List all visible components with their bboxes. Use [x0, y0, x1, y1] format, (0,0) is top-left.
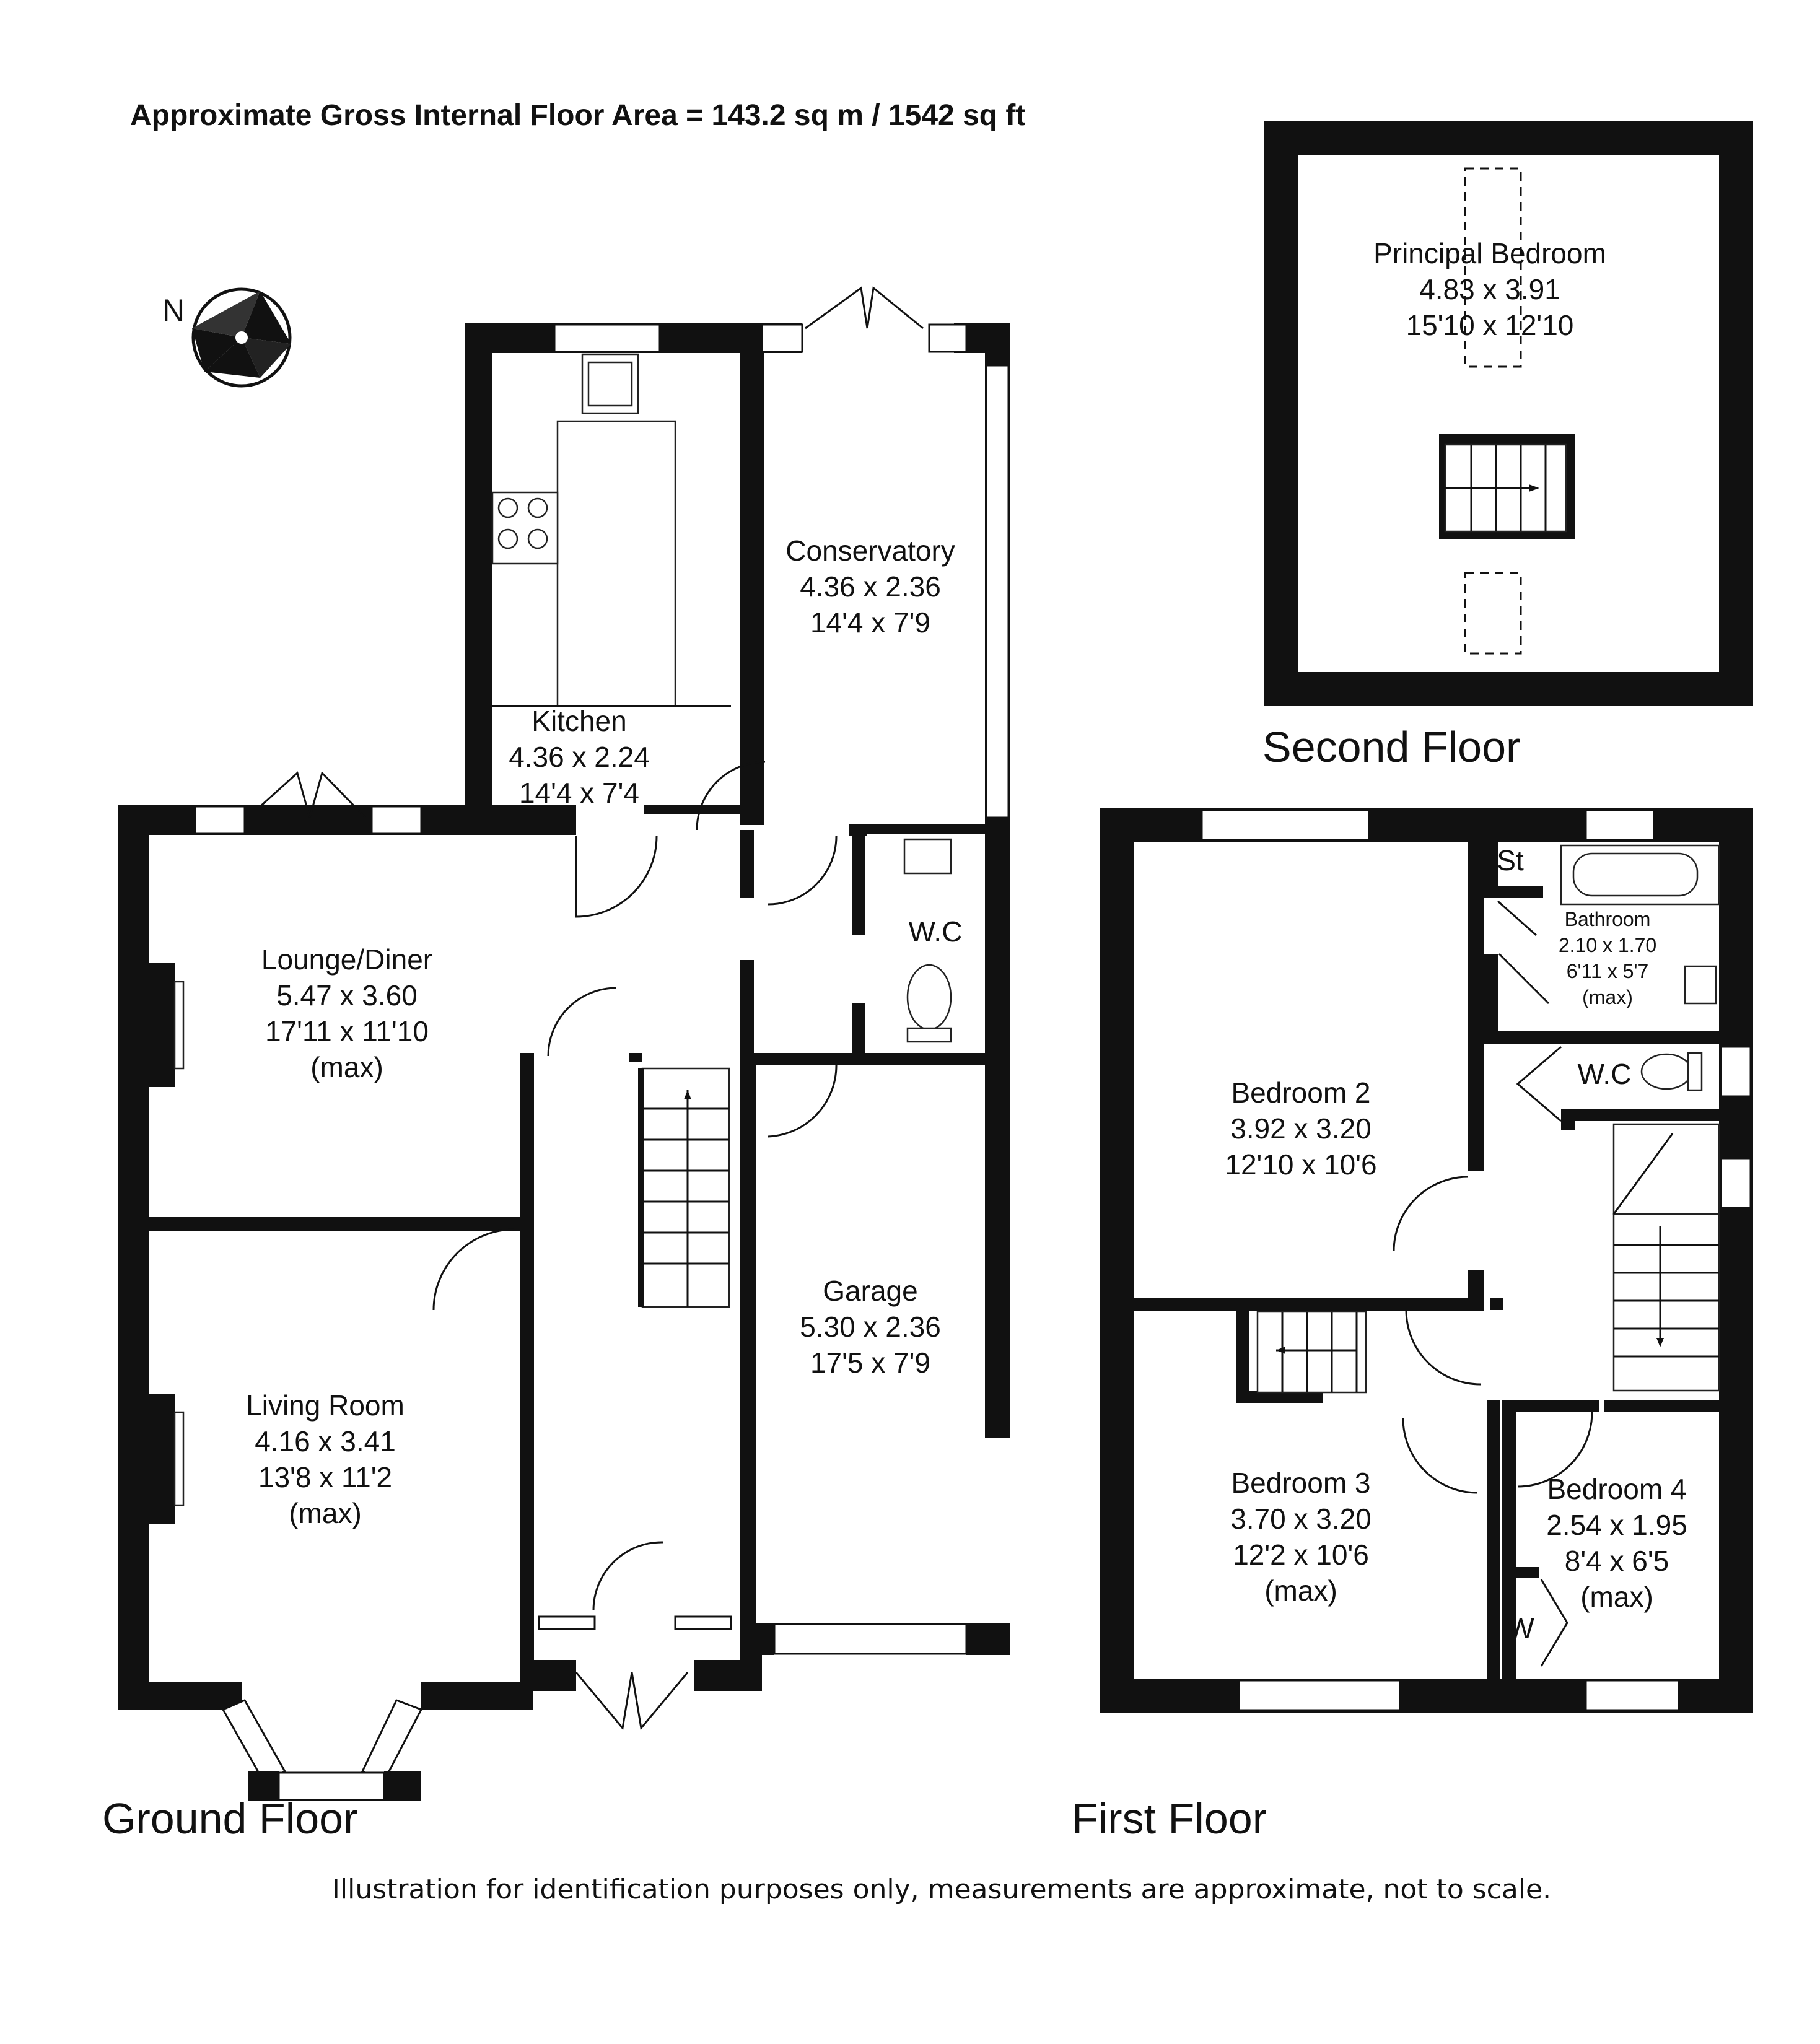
- bedroom4-name: Bedroom 4: [1547, 1473, 1687, 1505]
- conservatory-imperial: 14'4 x 7'9: [810, 606, 931, 639]
- bathroom-note: (max): [1582, 986, 1633, 1008]
- compass-north-label: N: [162, 293, 185, 328]
- second-floor-plan: [1264, 121, 1753, 706]
- wardrobe-name: W: [1507, 1612, 1534, 1644]
- garage-imperial: 17'5 x 7'9: [810, 1347, 931, 1379]
- lounge-note: (max): [310, 1051, 383, 1083]
- living-imperial: 13'8 x 11'2: [258, 1461, 393, 1493]
- wc-toilet: [908, 965, 951, 1029]
- bedroom4-note: (max): [1580, 1581, 1653, 1613]
- conservatory-name: Conservatory: [785, 535, 955, 567]
- bathroom-name: Bathroom: [1564, 908, 1651, 930]
- lounge-name: Lounge/Diner: [261, 943, 433, 976]
- bedroom3-imperial: 12'2 x 10'6: [1233, 1539, 1369, 1571]
- kitchen-imperial: 14'4 x 7'4: [518, 777, 640, 809]
- living-note: (max): [289, 1497, 362, 1529]
- living-name: Living Room: [246, 1389, 405, 1422]
- garage-metric: 5.30 x 2.36: [800, 1311, 941, 1343]
- first-wc-name: W.C: [1577, 1058, 1632, 1090]
- principal-imperial: 15'10 x 12'10: [1406, 309, 1574, 341]
- principal-metric: 4.83 x 3.91: [1419, 273, 1560, 305]
- bedroom4-imperial: 8'4 x 6'5: [1564, 1545, 1669, 1577]
- ground-stairs: [642, 1068, 729, 1307]
- lounge-imperial: 17'11 x 11'10: [265, 1015, 429, 1047]
- wc-basin: [904, 839, 951, 873]
- bedroom2-name: Bedroom 2: [1231, 1077, 1371, 1109]
- kitchen-fittings: [492, 354, 731, 706]
- bathroom-imperial: 6'11 x 5'7: [1566, 960, 1649, 982]
- ground-floor-title: Ground Floor: [102, 1794, 358, 1843]
- compass-icon: [162, 289, 291, 386]
- bedroom4-metric: 2.54 x 1.95: [1546, 1509, 1687, 1541]
- kitchen-window: [554, 325, 660, 352]
- bedroom3-name: Bedroom 3: [1231, 1467, 1371, 1499]
- kitchen-metric: 4.36 x 2.24: [509, 741, 650, 773]
- first-floor-title: First Floor: [1072, 1794, 1267, 1843]
- bedroom3-note: (max): [1264, 1574, 1337, 1607]
- ground-floor-plan: [118, 288, 1010, 1801]
- second-floor-title: Second Floor: [1262, 723, 1521, 771]
- disclaimer: Illustration for identification purposes only, measurements are approximate, not to scale.: [331, 1874, 1552, 1905]
- bedroom2-metric: 3.92 x 3.20: [1230, 1112, 1372, 1145]
- living-metric: 4.16 x 3.41: [255, 1425, 396, 1457]
- bedroom3-metric: 3.70 x 3.20: [1230, 1503, 1372, 1535]
- lounge-metric: 5.47 x 3.60: [276, 979, 418, 1011]
- bathroom-basin: [1685, 966, 1716, 1003]
- kitchen-name: Kitchen: [532, 705, 627, 737]
- garage-name: Garage: [823, 1275, 918, 1307]
- principal-name: Principal Bedroom: [1373, 237, 1606, 269]
- conservatory-metric: 4.36 x 2.36: [800, 570, 941, 603]
- floor-area-header: Approximate Gross Internal Floor Area = 143.2 sq m / 1542 sq ft: [130, 99, 1026, 132]
- store-name: St: [1497, 844, 1524, 876]
- bathroom-metric: 2.10 x 1.70: [1558, 934, 1657, 956]
- bedroom2-imperial: 12'10 x 10'6: [1225, 1148, 1377, 1181]
- ground-wc-name: W.C: [908, 915, 963, 948]
